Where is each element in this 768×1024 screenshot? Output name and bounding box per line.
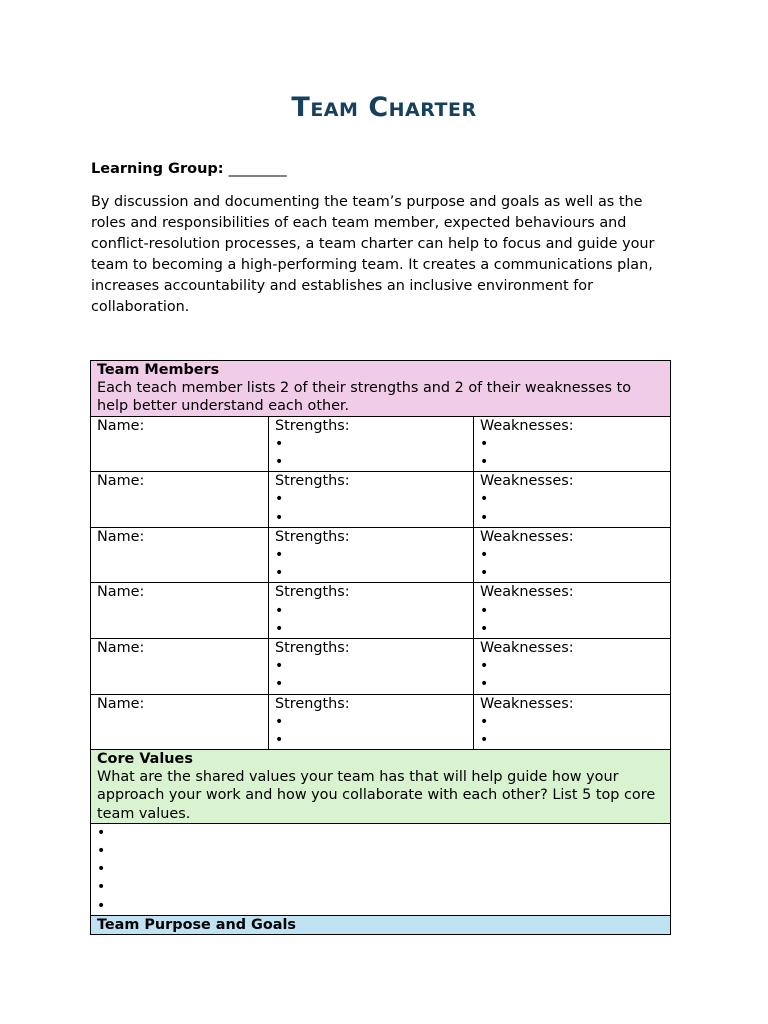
bullet-point (275, 731, 467, 749)
bullet-point (97, 897, 664, 915)
member-weaknesses-cell[interactable] (474, 694, 671, 750)
member-name-cell[interactable] (91, 527, 269, 583)
member-strengths-cell[interactable] (269, 472, 474, 528)
team-members-header-row (91, 361, 671, 417)
bullet-point (275, 713, 467, 731)
member-strengths-cell[interactable] (269, 416, 474, 472)
strengths-label: Strengths: (275, 695, 350, 712)
team-purpose-header-row (91, 915, 671, 934)
team-purpose-header-cell (91, 915, 671, 934)
bullet-point (480, 435, 664, 453)
weaknesses-label: Weaknesses: (480, 639, 574, 656)
bullet-point (275, 657, 467, 675)
core-values-instructions: What are the shared values your team has that will help guide how your approach your work and how you collaborate with each other? List 5 top core team values. (97, 769, 656, 822)
bullet-point (480, 675, 664, 693)
bullet-point (480, 453, 664, 471)
member-row (91, 527, 671, 583)
core-values-list-cell[interactable] (91, 823, 671, 915)
bullet-point (275, 620, 467, 638)
core-values-heading: Core Values (97, 751, 193, 768)
weaknesses-label: Weaknesses: (480, 528, 574, 545)
member-row (91, 694, 671, 750)
team-members-header-cell (91, 361, 671, 417)
name-label: Name: (97, 695, 145, 712)
page-title: Team Charter (291, 92, 477, 123)
bullet-point (480, 713, 664, 731)
member-row (91, 472, 671, 528)
core-values-header-cell (91, 750, 671, 824)
member-strengths-cell[interactable] (269, 527, 474, 583)
team-charter-table (90, 360, 671, 935)
bullet-point (480, 602, 664, 620)
weaknesses-label: Weaknesses: (480, 695, 574, 712)
learning-group-line (91, 161, 287, 177)
member-weaknesses-cell[interactable] (474, 638, 671, 694)
bullet-point (480, 731, 664, 749)
name-label: Name: (97, 584, 145, 601)
strengths-label: Strengths: (275, 417, 350, 434)
member-weaknesses-cell[interactable] (474, 416, 671, 472)
bullet-point (275, 435, 467, 453)
member-weaknesses-cell[interactable] (474, 472, 671, 528)
member-strengths-cell[interactable] (269, 583, 474, 639)
name-label: Name: (97, 528, 145, 545)
learning-group-blank[interactable]: ________ (228, 161, 287, 177)
learning-group-label: Learning Group: (91, 161, 224, 177)
team-purpose-heading: Team Purpose and Goals (97, 916, 296, 933)
bullet-point (275, 453, 467, 471)
bullet-point (275, 509, 467, 527)
member-name-cell[interactable] (91, 583, 269, 639)
bullet-point (480, 657, 664, 675)
member-name-cell[interactable] (91, 638, 269, 694)
strengths-label: Strengths: (275, 639, 350, 656)
bullet-point (275, 490, 467, 508)
bullet-point (275, 546, 467, 564)
member-name-cell[interactable] (91, 416, 269, 472)
weaknesses-label: Weaknesses: (480, 584, 574, 601)
member-name-cell[interactable] (91, 472, 269, 528)
member-name-cell[interactable] (91, 694, 269, 750)
bullet-point (97, 878, 664, 896)
bullet-point (275, 675, 467, 693)
name-label: Name: (97, 417, 145, 434)
core-values-list-row (91, 823, 671, 915)
bullet-point (480, 546, 664, 564)
team-members-instructions: Each teach member lists 2 of their strengths and 2 of their weaknesses to help better understand each other. (97, 380, 632, 415)
strengths-label: Strengths: (275, 528, 350, 545)
bullet-point (480, 620, 664, 638)
member-row (91, 416, 671, 472)
weaknesses-label: Weaknesses: (480, 417, 574, 434)
intro-paragraph: By discussion and documenting the team’s purpose and goals as well as the roles and responsibilities of each team member, expected behaviours and conflict-resolution processes, a team charter can help to focus and guide your team to becoming a high-performing team. It creates a communications plan, increases accountability and establishes an inclusive environment for collaboration. (91, 194, 655, 315)
bullet-point (275, 602, 467, 620)
strengths-label: Strengths: (275, 473, 350, 490)
weaknesses-label: Weaknesses: (480, 473, 574, 490)
strengths-label: Strengths: (275, 584, 350, 601)
name-label: Name: (97, 473, 145, 490)
member-weaknesses-cell[interactable] (474, 583, 671, 639)
bullet-point (97, 824, 664, 842)
member-strengths-cell[interactable] (269, 638, 474, 694)
bullet-point (275, 564, 467, 582)
member-row (91, 638, 671, 694)
team-members-heading: Team Members (97, 362, 220, 378)
member-strengths-cell[interactable] (269, 694, 474, 750)
bullet-point (480, 564, 664, 582)
member-weaknesses-cell[interactable] (474, 527, 671, 583)
bullet-point (97, 842, 664, 860)
bullet-point (480, 490, 664, 508)
bullet-point (480, 509, 664, 527)
core-values-header-row (91, 750, 671, 824)
member-row (91, 583, 671, 639)
name-label: Name: (97, 639, 145, 656)
bullet-point (97, 860, 664, 878)
